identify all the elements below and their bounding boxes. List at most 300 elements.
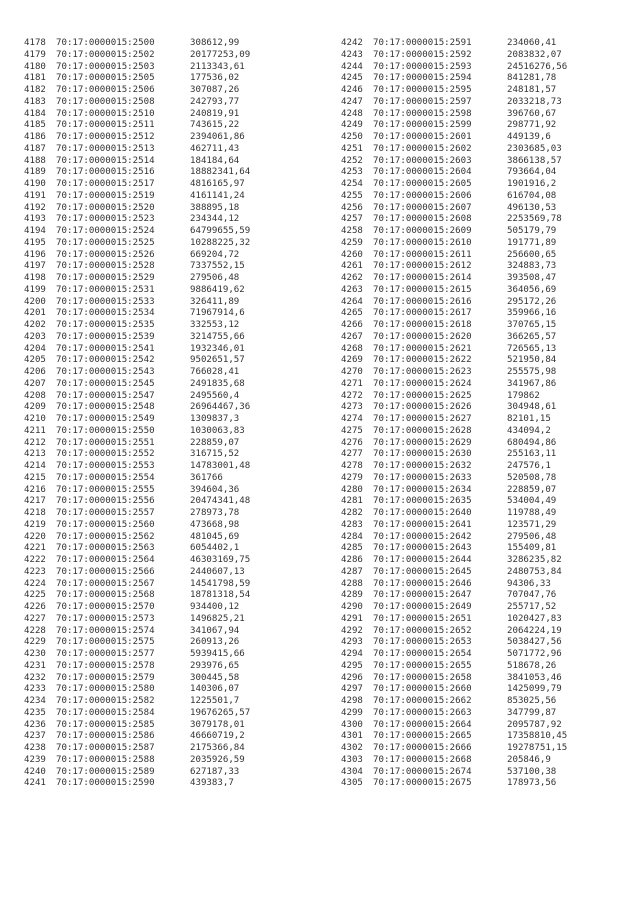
row-number: 4196 [24, 249, 46, 260]
value-amount: 393508,47 [507, 273, 557, 283]
cadastral-number: 70:17:0000015:2675 [373, 778, 472, 789]
cadastral-number: 70:17:0000015:2645 [373, 566, 472, 577]
value-amount: 119788,49 [507, 508, 557, 518]
row-number: 4298 [341, 696, 363, 706]
row-number: 4300 [341, 719, 363, 730]
value-amount: 616704,08 [507, 190, 557, 201]
row-number: 4263 [341, 284, 363, 295]
cadastral-number: 70:17:0000015:2658 [373, 672, 472, 683]
table-row [24, 708, 250, 720]
value-amount: 20474341,48 [190, 496, 251, 507]
value-amount: 9886419,62 [190, 284, 245, 295]
cadastral-number: 70:17:0000015:2566 [56, 566, 155, 577]
row-number: 4277 [341, 449, 363, 460]
value-amount: 260913,26 [190, 637, 240, 648]
row-number: 4203 [24, 331, 46, 342]
cadastral-number: 70:17:0000015:2555 [56, 484, 155, 495]
cadastral-number: 70:17:0000015:2533 [56, 296, 155, 307]
row-number: 4297 [341, 684, 363, 695]
value-amount: 388895,18 [190, 202, 240, 213]
value-amount: 18781318,54 [190, 590, 251, 601]
value-amount: 10288225,32 [190, 237, 251, 248]
row-number: 4204 [24, 343, 46, 354]
cadastral-number: 70:17:0000015:2614 [373, 273, 472, 283]
cadastral-number: 70:17:0000015:2592 [373, 49, 472, 60]
value-amount: 279506,48 [507, 531, 557, 542]
value-amount: 205846,9 [507, 754, 551, 765]
cadastral-number: 70:17:0000015:2560 [56, 519, 155, 530]
table-row [24, 85, 250, 97]
row-number: 4243 [341, 49, 363, 60]
row-number: 4305 [341, 778, 363, 789]
value-amount: 2394061,86 [190, 132, 245, 142]
table-row [341, 73, 567, 85]
value-amount: 242793,77 [190, 96, 240, 107]
table-row [24, 179, 250, 191]
value-amount: 1901916,2 [507, 179, 557, 189]
cadastral-number: 70:17:0000015:2585 [56, 719, 155, 730]
cadastral-number: 70:17:0000015:2589 [56, 766, 155, 777]
cadastral-number: 70:17:0000015:2610 [373, 237, 472, 248]
value-amount: 518678,26 [507, 660, 557, 671]
table-row [341, 97, 567, 109]
row-number: 4205 [24, 355, 46, 366]
cadastral-number: 70:17:0000015:2500 [56, 38, 155, 48]
cadastral-number: 70:17:0000015:2553 [56, 461, 155, 471]
table-row [24, 391, 250, 403]
cadastral-number: 70:17:0000015:2562 [56, 531, 155, 542]
value-amount: 1020427,83 [507, 613, 562, 624]
row-number: 4206 [24, 367, 46, 377]
value-amount: 17358810,45 [507, 731, 568, 742]
row-number: 4219 [24, 519, 46, 530]
value-amount: 14783001,48 [190, 461, 251, 471]
row-number: 4275 [341, 425, 363, 436]
table-row [341, 743, 567, 755]
row-number: 4278 [341, 461, 363, 471]
row-number: 4272 [341, 390, 363, 401]
value-amount: 627187,33 [190, 766, 240, 777]
table-row [24, 602, 250, 614]
value-amount: 2175366,84 [190, 743, 245, 753]
row-number: 4237 [24, 731, 46, 742]
cadastral-number: 70:17:0000015:2635 [373, 496, 472, 507]
value-amount: 140306,07 [190, 684, 240, 695]
row-number: 4189 [24, 167, 46, 178]
value-amount: 82101,15 [507, 414, 551, 424]
cadastral-number: 70:17:0000015:2579 [56, 672, 155, 683]
value-amount: 248181,57 [507, 85, 557, 95]
table-row [341, 332, 567, 344]
table-row [341, 191, 567, 203]
row-number: 4264 [341, 296, 363, 307]
cadastral-number: 70:17:0000015:2545 [56, 378, 155, 389]
cadastral-number: 70:17:0000015:2590 [56, 778, 155, 789]
cadastral-number: 70:17:0000015:2615 [373, 284, 472, 295]
row-number: 4288 [341, 578, 363, 589]
cadastral-number: 70:17:0000015:2623 [373, 367, 472, 377]
cadastral-number: 70:17:0000015:2577 [56, 649, 155, 659]
row-number: 4232 [24, 672, 46, 683]
row-number: 4184 [24, 108, 46, 119]
row-number: 4185 [24, 120, 46, 131]
row-number: 4245 [341, 73, 363, 84]
value-amount: 505179,79 [507, 226, 557, 236]
cadastral-number: 70:17:0000015:2548 [56, 402, 155, 413]
cadastral-number: 70:17:0000015:2593 [373, 61, 472, 72]
row-number: 4280 [341, 484, 363, 495]
table-row [24, 449, 250, 461]
value-amount: 396760,67 [507, 108, 557, 119]
row-number: 4212 [24, 437, 46, 448]
value-amount: 1932346,01 [190, 343, 245, 354]
table-row [24, 496, 250, 508]
table-row [341, 273, 567, 285]
value-amount: 2113343,61 [190, 61, 245, 72]
value-amount: 347799,87 [507, 707, 557, 718]
cadastral-number: 70:17:0000015:2511 [56, 120, 155, 131]
row-number: 4239 [24, 754, 46, 765]
table-row [341, 50, 567, 62]
value-amount: 19278751,15 [507, 743, 568, 753]
row-number: 4190 [24, 179, 46, 189]
table-row [341, 708, 567, 720]
cadastral-number: 70:17:0000015:2519 [56, 190, 155, 201]
row-number: 4178 [24, 38, 46, 48]
value-amount: 18882341,64 [190, 167, 251, 178]
table-row [24, 97, 250, 109]
value-amount: 304948,61 [507, 402, 557, 413]
value-amount: 24516276,56 [507, 61, 568, 72]
table-row [341, 555, 567, 567]
row-number: 4289 [341, 590, 363, 601]
cadastral-number: 70:17:0000015:2663 [373, 707, 472, 718]
table-row [341, 449, 567, 461]
value-amount: 473668,98 [190, 519, 240, 530]
row-number: 4214 [24, 461, 46, 471]
row-number: 4226 [24, 602, 46, 612]
cadastral-number: 70:17:0000015:2574 [56, 625, 155, 636]
table-row [341, 261, 567, 273]
row-number: 4250 [341, 132, 363, 142]
cadastral-number: 70:17:0000015:2602 [373, 143, 472, 154]
table-row [24, 755, 250, 767]
cadastral-number: 70:17:0000015:2505 [56, 73, 155, 84]
table-row [341, 144, 567, 156]
table-row [341, 402, 567, 414]
row-number: 4220 [24, 531, 46, 542]
row-number: 4302 [341, 743, 363, 753]
value-amount: 332553,12 [190, 320, 240, 330]
table-row [24, 285, 250, 297]
row-number: 4182 [24, 85, 46, 95]
row-number: 4192 [24, 202, 46, 213]
cadastral-number: 70:17:0000015:2654 [373, 649, 472, 659]
row-number: 4248 [341, 108, 363, 119]
table-row [24, 520, 250, 532]
value-amount: 2491835,68 [190, 378, 245, 389]
row-number: 4273 [341, 402, 363, 413]
row-number: 4292 [341, 625, 363, 636]
value-amount: 743615,22 [190, 120, 240, 131]
cadastral-number: 70:17:0000015:2591 [373, 38, 472, 48]
value-amount: 178973,56 [507, 778, 557, 789]
table-row [24, 320, 250, 332]
table-row [341, 85, 567, 97]
row-number: 4198 [24, 273, 46, 283]
cadastral-number: 70:17:0000015:2517 [56, 179, 155, 189]
table-row [24, 414, 250, 426]
table-row [341, 496, 567, 508]
table-row [341, 238, 567, 250]
row-number: 4225 [24, 590, 46, 601]
row-number: 4183 [24, 96, 46, 107]
row-number: 4179 [24, 49, 46, 60]
table-row [341, 731, 567, 743]
cadastral-number: 70:17:0000015:2649 [373, 602, 472, 612]
value-amount: 1309837,3 [190, 414, 240, 424]
row-number: 4233 [24, 684, 46, 695]
table-row [24, 778, 250, 790]
cadastral-number: 70:17:0000015:2626 [373, 402, 472, 413]
table-row [341, 485, 567, 497]
table-row [341, 567, 567, 579]
value-amount: 370765,15 [507, 320, 557, 330]
cadastral-number: 70:17:0000015:2617 [373, 308, 472, 319]
cadastral-number: 70:17:0000015:2584 [56, 707, 155, 718]
table-row [341, 62, 567, 74]
table-row [341, 755, 567, 767]
value-amount: 841281,78 [507, 73, 557, 84]
value-amount: 6054402,1 [190, 543, 240, 554]
table-row [24, 238, 250, 250]
table-row [24, 120, 250, 132]
value-amount: 300445,58 [190, 672, 240, 683]
cadastral-number: 70:17:0000015:2621 [373, 343, 472, 354]
table-row [24, 579, 250, 591]
cadastral-number: 70:17:0000015:2587 [56, 743, 155, 753]
table-row [24, 132, 250, 144]
value-amount: 293976,65 [190, 660, 240, 671]
row-number: 4279 [341, 472, 363, 483]
value-amount: 2303685,03 [507, 143, 562, 154]
cadastral-number: 70:17:0000015:2618 [373, 320, 472, 330]
row-number: 4230 [24, 649, 46, 659]
value-amount: 1225501,7 [190, 696, 240, 706]
table-row [24, 156, 250, 168]
value-amount: 191771,89 [507, 237, 557, 248]
table-row [341, 626, 567, 638]
row-number: 4276 [341, 437, 363, 448]
value-amount: 295172,26 [507, 296, 557, 307]
value-amount: 228859,07 [507, 484, 557, 495]
value-amount: 341067,94 [190, 625, 240, 636]
value-amount: 434094,2 [507, 425, 551, 436]
value-amount: 2033218,73 [507, 96, 562, 107]
table-row [24, 684, 250, 696]
value-amount: 155409,81 [507, 543, 557, 554]
value-amount: 20177253,09 [190, 49, 251, 60]
table-row [24, 273, 250, 285]
table-row [24, 696, 250, 708]
table-row [24, 109, 250, 121]
table-row [24, 673, 250, 685]
cadastral-number: 70:17:0000015:2674 [373, 766, 472, 777]
value-amount: 228859,07 [190, 437, 240, 448]
row-number: 4201 [24, 308, 46, 319]
value-amount: 359966,16 [507, 308, 557, 319]
cadastral-number: 70:17:0000015:2529 [56, 273, 155, 283]
cadastral-number: 70:17:0000015:2666 [373, 743, 472, 753]
cadastral-number: 70:17:0000015:2616 [373, 296, 472, 307]
cadastral-number: 70:17:0000015:2523 [56, 214, 155, 225]
value-amount: 19676265,57 [190, 707, 251, 718]
row-number: 4294 [341, 649, 363, 659]
value-amount: 326411,89 [190, 296, 240, 307]
table-row [341, 132, 567, 144]
row-number: 4293 [341, 637, 363, 648]
cadastral-number: 70:17:0000015:2608 [373, 214, 472, 225]
row-number: 4255 [341, 190, 363, 201]
table-row [341, 438, 567, 450]
table-row [341, 285, 567, 297]
table-row [24, 532, 250, 544]
table-row [341, 120, 567, 132]
cadastral-number: 70:17:0000015:2598 [373, 108, 472, 119]
table-row [24, 590, 250, 602]
cadastral-number: 70:17:0000015:2582 [56, 696, 155, 706]
cadastral-number: 70:17:0000015:2633 [373, 472, 472, 483]
value-amount: 449139,6 [507, 132, 551, 142]
value-amount: 234060,41 [507, 38, 557, 48]
cadastral-number: 70:17:0000015:2624 [373, 378, 472, 389]
cadastral-number: 70:17:0000015:2625 [373, 390, 472, 401]
value-amount: 537100,38 [507, 766, 557, 777]
table-row [341, 661, 567, 673]
value-amount: 2095787,92 [507, 719, 562, 730]
table-row [24, 203, 250, 215]
row-number: 4247 [341, 96, 363, 107]
table-row [24, 508, 250, 520]
table-row [341, 614, 567, 626]
cadastral-number: 70:17:0000015:2506 [56, 85, 155, 95]
value-amount: 279506,48 [190, 273, 240, 283]
value-amount: 316715,52 [190, 449, 240, 460]
row-number: 4241 [24, 778, 46, 789]
cadastral-number: 70:17:0000015:2588 [56, 754, 155, 765]
row-number: 4207 [24, 378, 46, 389]
cadastral-number: 70:17:0000015:2575 [56, 637, 155, 648]
cadastral-number: 70:17:0000015:2547 [56, 390, 155, 401]
row-number: 4217 [24, 496, 46, 507]
value-amount: 5038427,56 [507, 637, 562, 648]
row-number: 4235 [24, 707, 46, 718]
table-row [24, 731, 250, 743]
value-amount: 123571,29 [507, 519, 557, 530]
table-row [24, 637, 250, 649]
table-row [24, 332, 250, 344]
table-row [341, 508, 567, 520]
cadastral-number: 70:17:0000015:2605 [373, 179, 472, 189]
value-amount: 46303169,75 [190, 555, 251, 565]
cadastral-number: 70:17:0000015:2634 [373, 484, 472, 495]
table-row [341, 344, 567, 356]
cadastral-number: 70:17:0000015:2632 [373, 461, 472, 471]
cadastral-number: 70:17:0000015:2603 [373, 155, 472, 166]
value-amount: 364056,69 [507, 284, 557, 295]
cadastral-number: 70:17:0000015:2622 [373, 355, 472, 366]
row-number: 4186 [24, 132, 46, 142]
row-number: 4228 [24, 625, 46, 636]
table-row [341, 414, 567, 426]
row-number: 4211 [24, 425, 46, 436]
row-number: 4210 [24, 414, 46, 424]
value-amount: 26964467,36 [190, 402, 251, 413]
row-number: 4224 [24, 578, 46, 589]
cadastral-number: 70:17:0000015:2567 [56, 578, 155, 589]
cadastral-number: 70:17:0000015:2534 [56, 308, 155, 319]
value-amount: 853025,56 [507, 696, 557, 706]
table-row [341, 696, 567, 708]
table-row [341, 297, 567, 309]
cadastral-number: 70:17:0000015:2607 [373, 202, 472, 213]
value-amount: 64799655,59 [190, 226, 251, 236]
row-number: 4187 [24, 143, 46, 154]
cadastral-number: 70:17:0000015:2510 [56, 108, 155, 119]
value-amount: 5071772,96 [507, 649, 562, 659]
row-number: 4285 [341, 543, 363, 554]
table-row [341, 109, 567, 121]
row-number: 4303 [341, 754, 363, 765]
value-amount: 2495560,4 [190, 390, 240, 401]
value-amount: 4161141,24 [190, 190, 245, 201]
value-amount: 793664,04 [507, 167, 557, 178]
row-number: 4242 [341, 38, 363, 48]
row-number: 4199 [24, 284, 46, 295]
cadastral-number: 70:17:0000015:2646 [373, 578, 472, 589]
value-amount: 255717,52 [507, 602, 557, 612]
row-number: 4249 [341, 120, 363, 131]
value-amount: 439383,7 [190, 778, 234, 789]
table-row [341, 250, 567, 262]
value-amount: 534004,49 [507, 496, 557, 507]
cadastral-number: 70:17:0000015:2597 [373, 96, 472, 107]
row-number: 4256 [341, 202, 363, 213]
table-row [24, 743, 250, 755]
row-number: 4200 [24, 296, 46, 307]
table-row [341, 203, 567, 215]
cadastral-number: 70:17:0000015:2573 [56, 613, 155, 624]
row-number: 4236 [24, 719, 46, 730]
table-row [341, 532, 567, 544]
row-number: 4253 [341, 167, 363, 178]
table-row [341, 226, 567, 238]
value-amount: 2035926,59 [190, 754, 245, 765]
cadastral-number: 70:17:0000015:2586 [56, 731, 155, 742]
cadastral-number: 70:17:0000015:2652 [373, 625, 472, 636]
table-row [24, 308, 250, 320]
value-amount: 462711,43 [190, 143, 240, 154]
cadastral-number: 70:17:0000015:2508 [56, 96, 155, 107]
row-number: 4287 [341, 566, 363, 577]
cadastral-number: 70:17:0000015:2551 [56, 437, 155, 448]
value-amount: 707047,76 [507, 590, 557, 601]
row-number: 4188 [24, 155, 46, 166]
table-row [341, 214, 567, 226]
cadastral-number: 70:17:0000015:2568 [56, 590, 155, 601]
row-number: 4254 [341, 179, 363, 189]
row-number: 4296 [341, 672, 363, 683]
